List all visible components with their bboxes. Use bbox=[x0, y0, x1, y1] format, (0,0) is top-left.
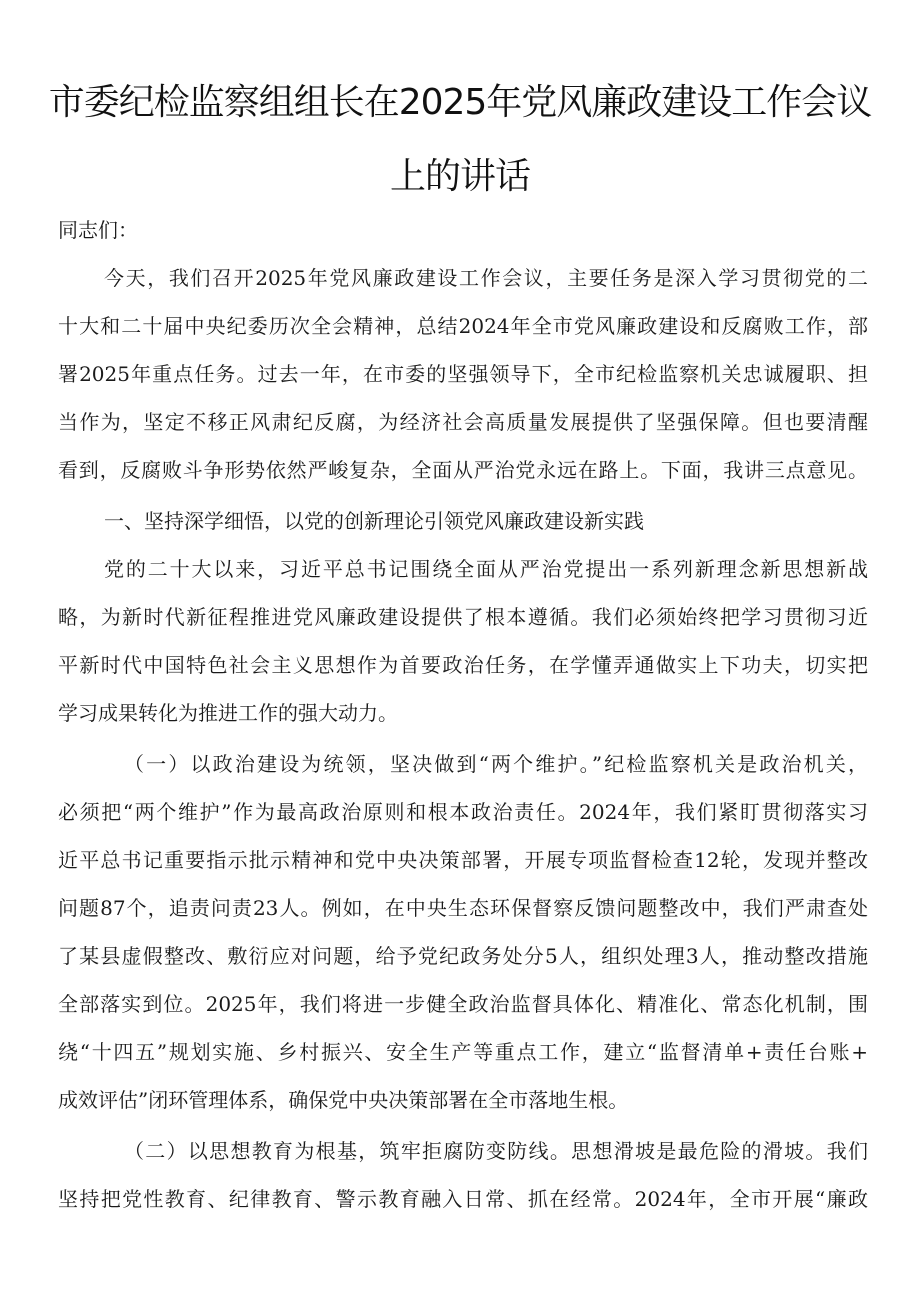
speech-title-line-2: 上的讲话 bbox=[389, 156, 530, 197]
paragraph-line: 坚持把党性教育、纪律教育、警示教育融入日常、抓在经常。2024年，全市开展“廉政 bbox=[58, 1187, 868, 1211]
paragraph-line: 学习成果转化为推进工作的强大动力。 bbox=[58, 701, 398, 725]
paragraph-line: 全部落实到位。2025年，我们将进一步健全政治监督具体化、精准化、常态化机制，围 bbox=[58, 992, 868, 1016]
paragraph-line: 十大和二十届中央纪委历次全会精神，总结2024年全市党风廉政建设和反腐败工作，部 bbox=[58, 314, 868, 338]
subsection-heading: （一）以政治建设为统领，坚决做到“两个维护。”纪检监察机关是政治机关， bbox=[124, 752, 868, 776]
paragraph-line: 近平总书记重要指示批示精神和党中央决策部署，开展专项监督检查12轮，发现并整改 bbox=[58, 848, 868, 872]
speech-title-line-1: 市委纪检监察组组长在2025年党风廉政建设工作会议 bbox=[48, 82, 872, 123]
paragraph-line: 必须把“两个维护”作为最高政治原则和根本政治责任。2024年，我们紧盯贯彻落实习 bbox=[58, 800, 868, 824]
paragraph-line: 看到，反腐败斗争形势依然严峻复杂，全面从严治党永远在路上。下面，我讲三点意见。 bbox=[58, 458, 868, 482]
salutation: 同志们： bbox=[58, 218, 138, 242]
paragraph-line: 绕“十四五”规划实施、乡村振兴、安全生产等重点工作，建立“监督清单+责任台账+ bbox=[58, 1040, 868, 1064]
paragraph-line: 成效评估”闭环管理体系，确保党中央决策部署在全市落地生根。 bbox=[58, 1088, 629, 1112]
paragraph-line: 平新时代中国特色社会主义思想作为首要政治任务，在学懂弄通做实上下功夫，切实把 bbox=[58, 653, 868, 677]
paragraph-line: 问题87个，追责问责23人。例如，在中央生态环保督察反馈问题整改中，我们严肃查处 bbox=[58, 896, 868, 920]
paragraph-line: 今天，我们召开2025年党风廉政建设工作会议，主要任务是深入学习贯彻党的二 bbox=[104, 266, 868, 290]
paragraph-line: 党的二十大以来，习近平总书记围绕全面从严治党提出一系列新理念新思想新战 bbox=[104, 557, 868, 581]
paragraph-line: 当作为，坚定不移正风肃纪反腐，为经济社会高质量发展提供了坚强保障。但也要清醒 bbox=[58, 410, 868, 434]
subsection-heading: （二）以思想教育为根基，筑牢拒腐防变防线。思想滑坡是最危险的滑坡。我们 bbox=[124, 1139, 868, 1163]
paragraph-line: 略，为新时代新征程推进党风廉政建设提供了根本遵循。我们必须始终把学习贯彻习近 bbox=[58, 605, 868, 629]
section-heading: 一、坚持深学细悟，以党的创新理论引领党风廉政建设新实践 bbox=[104, 509, 644, 533]
paragraph-line: 署2025年重点任务。过去一年，在市委的坚强领导下，全市纪检监察机关忠诚履职、担 bbox=[58, 362, 868, 386]
paragraph-line: 了某县虚假整改、敷衍应对问题，给予党纪政务处分5人，组织处理3人，推动整改措施 bbox=[58, 944, 868, 968]
